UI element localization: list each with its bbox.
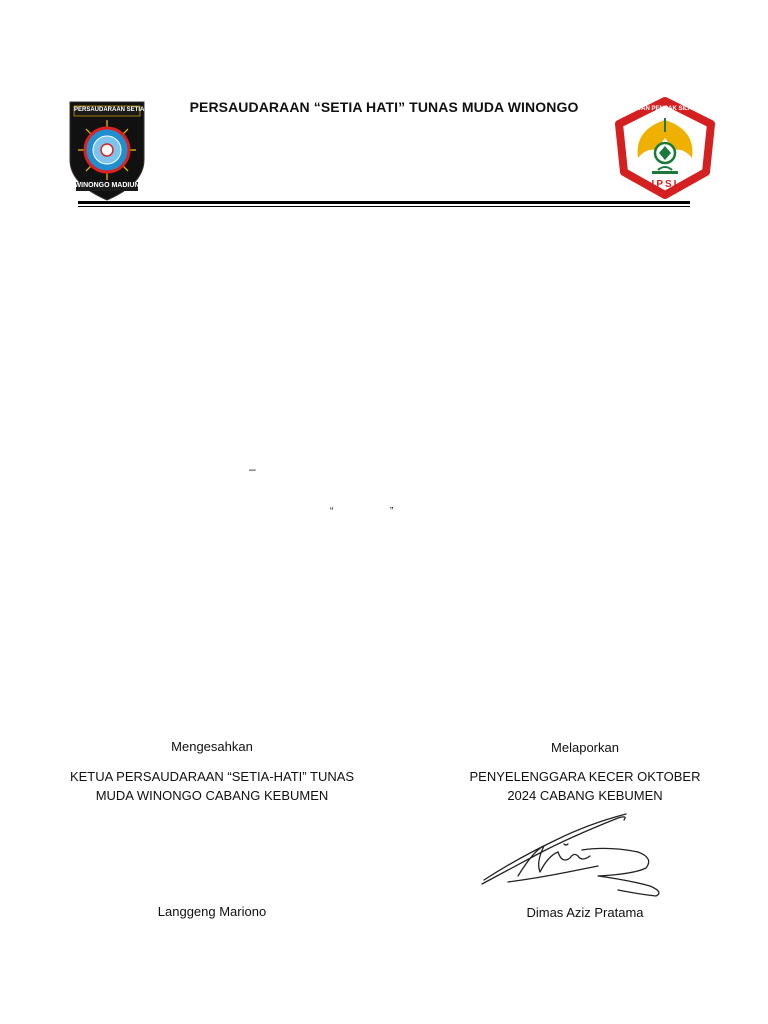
left-sign-heading: Mengesahkan [171,739,253,754]
body-dash: – [249,462,256,476]
right-sign-role-line2: 2024 CABANG KEBUMEN [507,788,663,803]
handwritten-signature-icon [478,810,668,900]
letterhead-rule-thick [78,201,690,204]
right-logo-arc-text: IKATAN PENCAK SILAT INDONESIA [628,106,731,112]
body-quote-close: ” [390,506,394,517]
left-sign-role-line2: MUDA WINONGO CABANG KEBUMEN [95,788,329,803]
ipsi-shield-logo [614,98,731,198]
left-logo-top-text: PERSAUDARAAN SETIA HATI [74,107,160,113]
letterhead-title: PERSAUDARAAN “SETIA HATI” TUNAS MUDA WINONGO [189,99,579,115]
letterhead-rule-thin [78,206,690,207]
right-logo-bottom-text: IPSI [651,179,679,190]
right-sign-heading: Melaporkan [551,740,619,755]
left-logo-bottom-text: WINONGO MADIUN [74,182,140,189]
body-quote-open: “ [330,506,334,517]
left-sign-name: Langgeng Mariono [157,904,267,919]
left-sign-role-line1: KETUA PERSAUDARAAN “SETIA-HATI” TUNAS [69,769,355,784]
organization-shield-logo [66,98,160,202]
right-sign-role-line1: PENYELENGGARA KECER OKTOBER [469,769,701,784]
right-sign-name: Dimas Aziz Pratama [526,905,644,920]
